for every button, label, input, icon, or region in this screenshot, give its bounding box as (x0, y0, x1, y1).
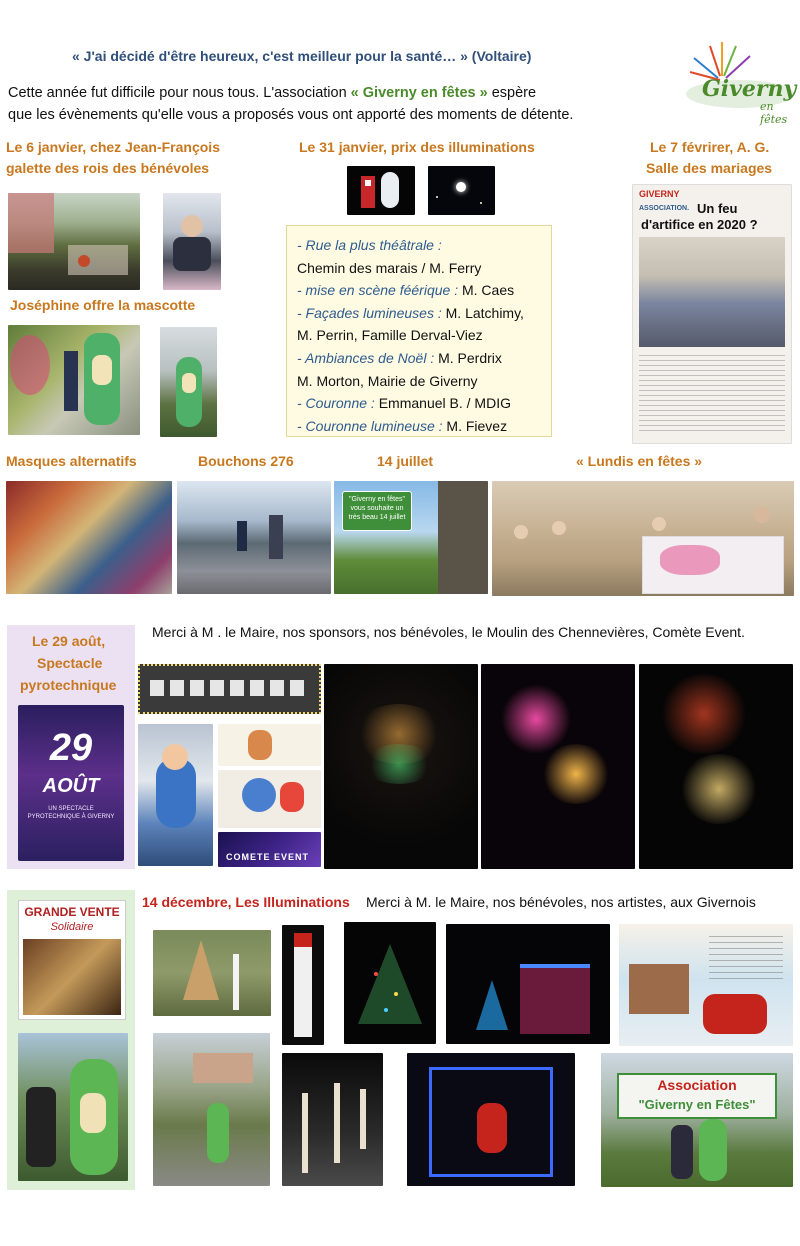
fireworks-photo-3 (639, 664, 793, 869)
snowman-post-photo (282, 925, 324, 1045)
lundis-title: « Lundis en fêtes » (576, 453, 703, 469)
fireworks-photo-1 (324, 664, 478, 869)
mascotte-photo (8, 325, 140, 435)
prize-line-7 (297, 392, 541, 415)
newspaper-brand: GIVERNY (639, 189, 680, 199)
poster-day: 29 (49, 727, 93, 769)
juillet-title: 14 juillet (377, 453, 434, 469)
intro-line2: que les évènements qu'elle vous a proposés vous ont apporté des moments de détente. (8, 107, 574, 123)
lit-path-photo (282, 1053, 383, 1186)
sign-board (617, 1073, 777, 1119)
december-title: 14 décembre, Les Illuminations (142, 894, 350, 910)
galette-photo (8, 193, 140, 290)
august-poster (18, 705, 124, 861)
prize-line-2 (297, 279, 541, 302)
sponsors-board-photo (138, 664, 321, 714)
prize-line-3 (297, 302, 541, 325)
grande-vente-poster (18, 900, 126, 1020)
fireworks-photo-2 (481, 664, 635, 869)
village-mascot-photo (153, 1033, 270, 1186)
intro-highlight: « Giverny en fêtes » (350, 85, 488, 101)
prize-winner: M. Latchimy, (441, 304, 524, 321)
mascotte-second-photo (160, 327, 217, 437)
obelix-photo (138, 724, 213, 866)
wooden-tree-photo (153, 930, 271, 1016)
intro-text (8, 82, 573, 126)
feb7-title-line1: Le 7 févrirer, A. G. (650, 139, 770, 155)
prize-winner: M. Fievez (442, 417, 508, 434)
prize-winner: M. Caes (458, 282, 515, 299)
lundis-photo (492, 481, 794, 596)
newspaper-tag: ASSOCIATION. (639, 205, 690, 212)
newspaper-columns (639, 355, 785, 435)
vente-products (23, 939, 121, 1015)
bouchons-title: Bouchons 276 (198, 453, 294, 469)
poster-month: AOÛT (42, 775, 100, 797)
poster-subtitle: UN SPECTACLE PYROTECHNIQUE À GIVERNY (27, 806, 115, 820)
prize-cat: - Rue la plus théâtrale : (297, 237, 442, 253)
illumination-photo-2 (428, 166, 495, 215)
cartoon-photo-1 (218, 724, 321, 766)
newspaper-headline-1: Un feu (697, 201, 738, 216)
aug-title-line3: pyrotechnique (20, 677, 117, 693)
prize-line-6 (297, 370, 541, 393)
mascotte-title: Joséphine offre la mascotte (10, 297, 196, 313)
association-sign-photo (601, 1053, 793, 1187)
logo-text: Giverny (702, 76, 797, 102)
prize-cat: - Ambiances de Noël : (297, 349, 435, 366)
aug-thanks: Merci à M . le Maire, nos sponsors, nos bénévoles, le Moulin des Chennevières, Comète Event. (152, 624, 745, 640)
prize-line-4 (297, 324, 541, 347)
jan31-title: Le 31 janvier, prix des illuminations (299, 139, 535, 155)
newspaper-clipping (632, 184, 792, 444)
jan6-title-line1: Le 6 janvier, chez Jean-François (6, 139, 220, 155)
prizes-box (286, 225, 552, 437)
logo-sub: en fêtes (760, 100, 788, 126)
prize-cat: - Façades lumineuses : (297, 304, 442, 321)
prize-line-8 (297, 415, 541, 438)
vente-line1: GRANDE VENTE (24, 905, 120, 919)
prize-line-5 (297, 347, 541, 370)
comete-text: COMETE EVENT (226, 852, 310, 862)
comete-event-logo (218, 832, 321, 867)
giverny-logo (680, 36, 798, 126)
sign-line2: "Giverny en Fêtes" (638, 1097, 756, 1112)
intro-after: espère (487, 85, 537, 101)
smurf-photo (218, 770, 321, 828)
december-thanks: Merci à M. le Maire, nos bénévoles, nos artistes, aux Givernois (366, 894, 756, 910)
prize-winner: M. Morton, Mairie de Giverny (297, 372, 478, 389)
vente-line2: Solidaire (50, 921, 94, 933)
illumination-photo-1 (347, 166, 415, 215)
galette-portrait-photo (163, 193, 221, 290)
prize-cat: - Couronne : (297, 395, 375, 412)
sign-line1: Association (657, 1077, 737, 1093)
intro-before: Cette année fut difficile pour nous tous. L'association (8, 85, 351, 101)
aug-title-line2: Spectacle (37, 655, 103, 671)
santa-scene-photo (407, 1053, 575, 1186)
juillet-banner: "Giverny en fêtes" vous souhaite un très beau 14 juillet (342, 491, 412, 531)
masques-title: Masques alternatifs (6, 453, 137, 469)
prize-winner: Chemin des marais / M. Ferry (297, 259, 482, 276)
jan6-title-line2: galette des rois des bénévoles (6, 160, 210, 176)
masques-photo (6, 481, 172, 594)
prize-line-0 (297, 234, 541, 257)
lit-house-photo (446, 924, 610, 1044)
lit-tree-photo (344, 922, 436, 1044)
prize-winner: Emmanuel B. / MDIG (374, 395, 511, 412)
aug-title-line1: Le 29 août, (32, 633, 106, 649)
prize-cat: - mise en scène féérique : (297, 282, 459, 299)
mascot-greeting-photo (18, 1033, 128, 1181)
juillet-photo (334, 481, 488, 594)
newspaper-photo (639, 237, 785, 347)
prize-winner: M. Perrin, Famille Derval-Viez (297, 327, 483, 344)
quote: « J'ai décidé d'être heureux, c'est meilleur pour la santé… » (Voltaire) (72, 48, 532, 64)
prize-cat: - Couronne lumineuse : (297, 417, 443, 434)
bouchons-photo (177, 481, 331, 594)
newspaper-headline-2: d'artifice en 2020 ? (641, 217, 758, 232)
noel-poster (619, 924, 793, 1046)
prize-line-1 (297, 257, 541, 280)
feb7-title-line2: Salle des mariages (646, 160, 773, 176)
prize-winner: M. Perdrix (434, 349, 502, 366)
